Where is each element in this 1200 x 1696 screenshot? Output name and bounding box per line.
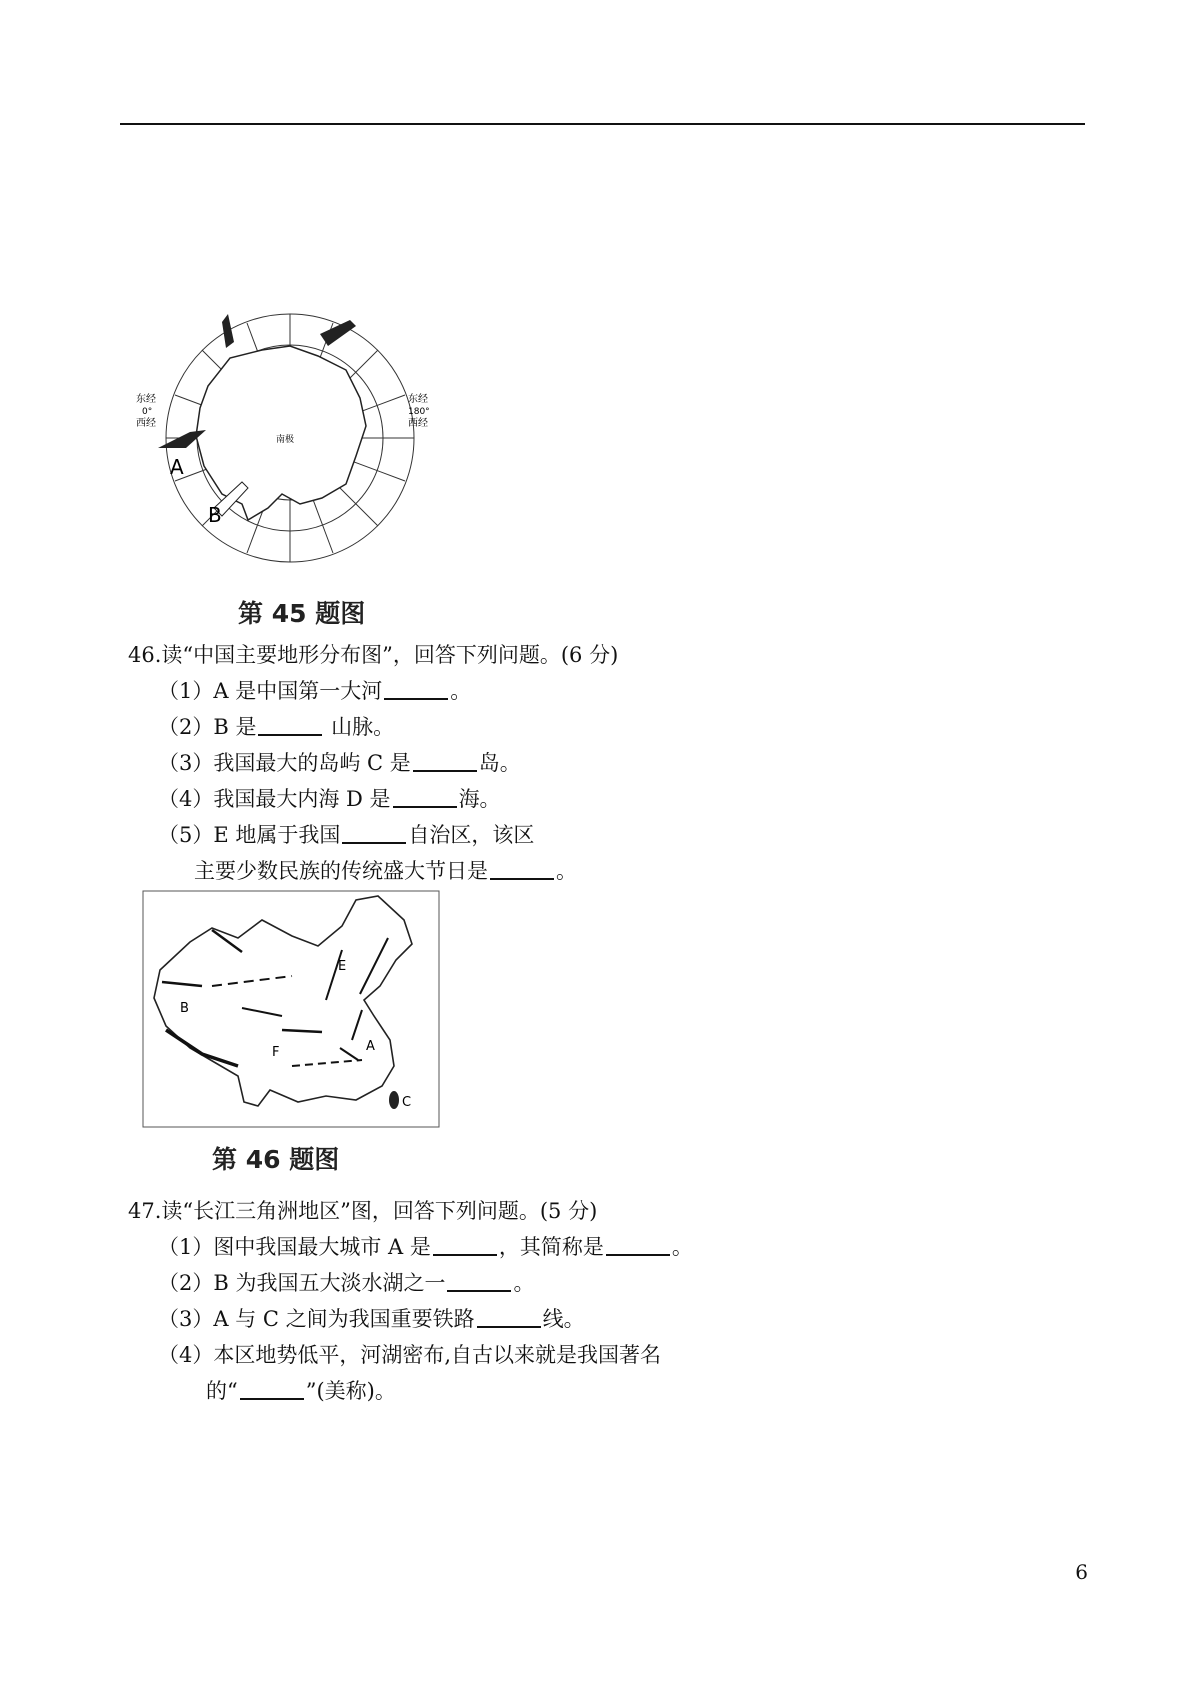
zero-degree-label: 0° bbox=[142, 407, 153, 417]
answer-blank[interactable] bbox=[490, 856, 554, 880]
answer-blank[interactable] bbox=[258, 712, 322, 736]
label-a: A bbox=[366, 1039, 375, 1054]
answer-blank[interactable] bbox=[384, 676, 448, 700]
q46-item-2: （2）B 是 山脉。 bbox=[158, 712, 394, 742]
q47-item-5: 的“ ”(美称)。 bbox=[206, 1376, 396, 1406]
answer-blank[interactable] bbox=[342, 820, 406, 844]
east-label-right: 东经 bbox=[408, 394, 428, 405]
antarctica-map-figure bbox=[136, 298, 430, 580]
q47-title: 47.读“长江三角洲地区”图，回答下列问题。(5 分) bbox=[128, 1199, 598, 1223]
answer-blank[interactable] bbox=[606, 1232, 670, 1256]
answer-blank[interactable] bbox=[393, 784, 457, 808]
answer-blank[interactable] bbox=[447, 1268, 511, 1292]
q47-item-4: （4）本区地势低平，河湖密布,自古以来就是我国著名 bbox=[158, 1343, 662, 1367]
deg180-label: 180° bbox=[408, 407, 430, 417]
west-label: 西经 bbox=[136, 418, 156, 429]
q46-item-5: （5）E 地属于我国 自治区，该区 bbox=[158, 820, 534, 850]
antarctica-continent bbox=[196, 346, 366, 520]
q46-title: 46.读“中国主要地形分布图”，回答下列问题。(6 分) bbox=[128, 643, 619, 667]
china-terrain-map-figure bbox=[142, 890, 442, 1130]
landmass-n bbox=[222, 314, 234, 348]
q47-item-2: （2）B 为我国五大淡水湖之一 。 bbox=[158, 1268, 534, 1298]
label-b: B bbox=[180, 1001, 189, 1016]
island-c bbox=[389, 1091, 399, 1109]
q47-item-1: （1）图中我国最大城市 A 是 ，其简称是 。 bbox=[158, 1232, 693, 1262]
answer-blank[interactable] bbox=[413, 748, 477, 772]
q46-item-3: （3）我国最大的岛屿 C 是 岛。 bbox=[158, 748, 521, 778]
q47-item-3: （3）A 与 C 之间为我国重要铁路 线。 bbox=[158, 1304, 585, 1334]
label-f: F bbox=[272, 1045, 280, 1060]
answer-blank[interactable] bbox=[240, 1376, 304, 1400]
answer-blank[interactable] bbox=[433, 1232, 497, 1256]
answer-blank[interactable] bbox=[477, 1304, 541, 1328]
pole-label: 南极 bbox=[276, 435, 295, 445]
label-b: B bbox=[208, 503, 222, 527]
header-rule bbox=[120, 123, 1085, 125]
label-e: E bbox=[338, 959, 347, 974]
west-label-right: 西经 bbox=[408, 418, 428, 429]
page-number: 6 bbox=[1075, 1560, 1088, 1584]
q46-item-4: （4）我国最大内海 D 是 海。 bbox=[158, 784, 501, 814]
q46-item-6: 主要少数民族的传统盛大节日是 。 bbox=[194, 856, 577, 886]
label-a: A bbox=[170, 455, 184, 479]
fig45-caption: 第 45 题图 bbox=[238, 599, 366, 628]
q46-item-1: （1）A 是中国第一大河 。 bbox=[158, 676, 471, 706]
east-label: 东经 bbox=[136, 394, 156, 405]
fig46-caption: 第 46 题图 bbox=[212, 1145, 340, 1174]
label-c: C bbox=[402, 1095, 412, 1110]
